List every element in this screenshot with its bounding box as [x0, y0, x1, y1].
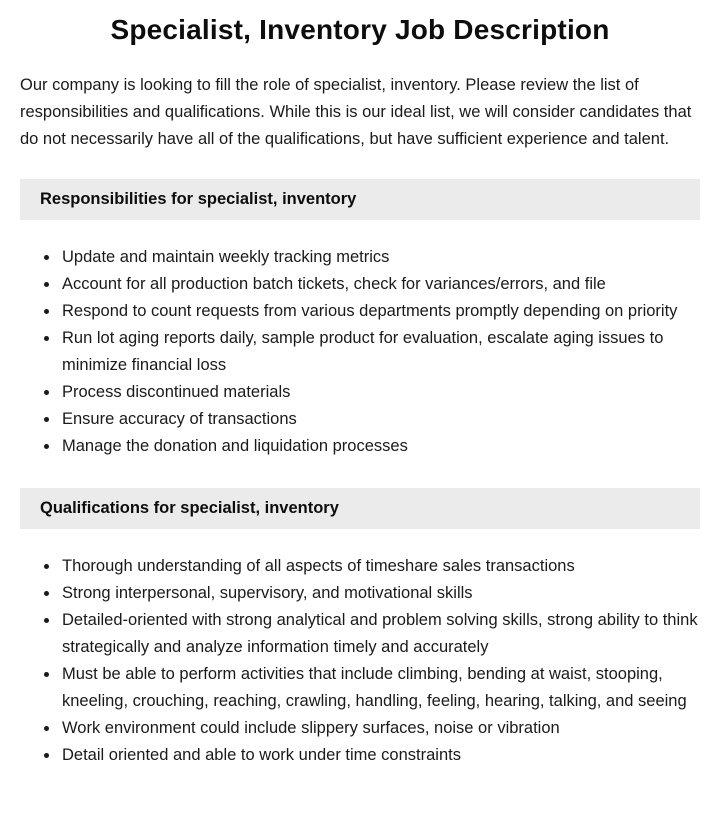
responsibilities-section — [20, 179, 700, 460]
list-item: • Ensure accuracy of transactions — [60, 406, 700, 433]
list-item: • Manage the donation and liquidation processes — [60, 433, 700, 460]
qualifications-section-header-label: Qualifications for specialist, inventory — [40, 499, 339, 517]
list-item: • Account for all production batch tickets, check for variances/errors, and file — [60, 271, 700, 298]
qualifications-section-header — [20, 488, 700, 529]
page-title: Specialist, Inventory Job Description — [110, 14, 610, 45]
list-item: • Detailed-oriented with strong analytical and problem solving skills, strong ability to think strategically and analyze information timely and accurately — [60, 607, 700, 661]
list-item: • Thorough understanding of all aspects of timeshare sales transactions — [60, 553, 700, 580]
qualifications-section — [20, 488, 700, 769]
responsibilities-list — [20, 244, 700, 460]
qualifications-list — [20, 553, 700, 769]
list-item: • Must be able to perform activities that include climbing, bending at waist, stooping, kneeling, crouching, reaching, crawling, handling, feeling, hearing, talking, and seeing — [60, 661, 700, 715]
intro-paragraph: Our company is looking to fill the role of specialist, inventory. Please review the list of responsibilities and qualifications. While this is our ideal list, we will consider candidates that do not necessarily have all of the qualifications, but have sufficient experience and talent. — [20, 76, 692, 148]
list-item: • Run lot aging reports daily, sample product for evaluation, escalate aging issues to minimize financial loss — [60, 325, 700, 379]
list-item: • Work environment could include slippery surfaces, noise or vibration — [60, 715, 700, 742]
list-item: • Update and maintain weekly tracking metrics — [60, 244, 700, 271]
list-item: • Respond to count requests from various departments promptly depending on priority — [60, 298, 700, 325]
responsibilities-section-header — [20, 179, 700, 220]
list-item: • Strong interpersonal, supervisory, and motivational skills — [60, 580, 700, 607]
responsibilities-section-header-label: Responsibilities for specialist, inventory — [40, 190, 357, 208]
list-item: • Process discontinued materials — [60, 379, 700, 406]
list-item: • Detail oriented and able to work under time constraints — [60, 742, 700, 769]
